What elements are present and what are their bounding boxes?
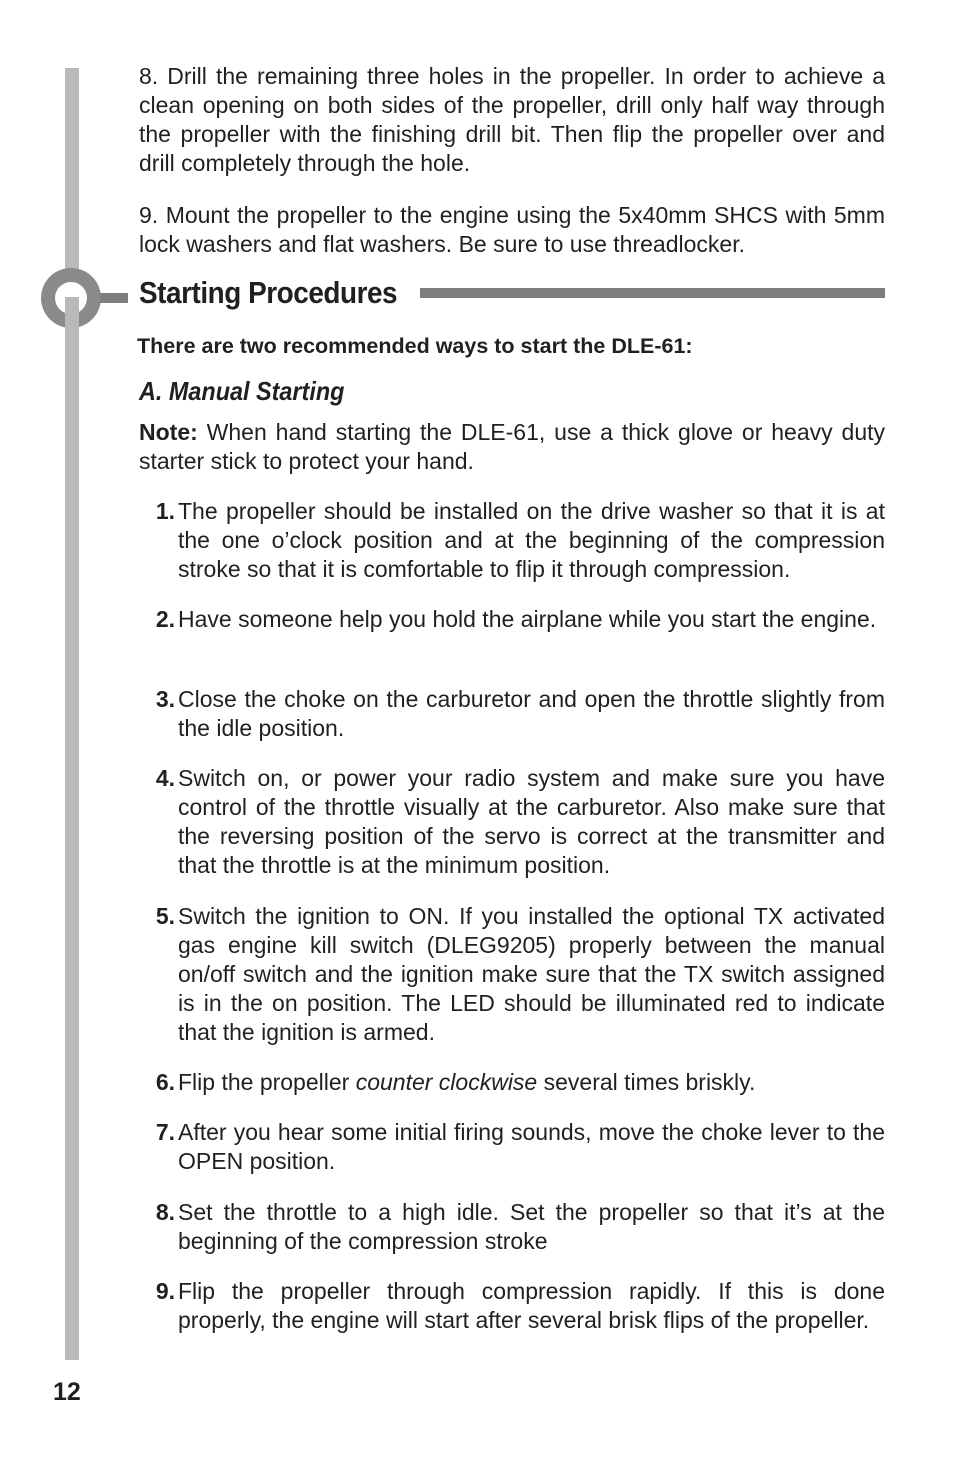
paragraph-step-8: 8. Drill the remaining three holes in the propeller. In order to achieve a clean opening on both sides of the propeller, drill only half way through the propeller with the finishing drill bit. Then flip the propeller over and drill completely through the hole.	[139, 63, 885, 176]
sidebar-decoration-lower	[65, 297, 79, 337]
step-number: 5.	[155, 903, 175, 929]
step-text: Close the choke on the carburetor and open the throttle slightly from the idle position.	[178, 686, 885, 741]
step-text-italic: counter clockwise	[355, 1069, 538, 1095]
list-item	[139, 902, 885, 1047]
step-text: Have someone help you hold the airplane while you start the engine.	[178, 606, 877, 632]
step-number: 3.	[155, 686, 175, 712]
list-item	[139, 605, 885, 634]
note-text: When hand starting the DLE-61, use a thick glove or heavy duty starter stick to protect your hand.	[139, 419, 885, 474]
step-text: Switch on, or power your radio system and make sure you have control of the throttle visually at the carburetor. Also make sure that the reversing position of the servo is correct at the transmitter and that the throttle is at the minimum position.	[178, 765, 885, 878]
step-number: 6.	[155, 1069, 175, 1095]
step-number: 7.	[155, 1119, 175, 1145]
step-number: 8.	[155, 1199, 175, 1225]
sidebar-decoration	[65, 68, 79, 1360]
list-item	[139, 685, 885, 743]
page-number: 12	[53, 1378, 81, 1406]
step-text: Set the throttle to a high idle. Set the propeller so that it’s at the beginning of the compression stroke	[178, 1199, 885, 1254]
step-number: 4.	[155, 765, 175, 791]
subheading-manual-starting: A. Manual Starting	[139, 376, 345, 406]
list-item	[139, 1068, 885, 1097]
list-item	[139, 764, 885, 880]
step-text	[178, 1068, 885, 1097]
list-item	[139, 1277, 885, 1335]
step-text: The propeller should be installed on the drive washer so that it is at the one o’clock position and at the beginning of the compression stroke so that it is comfortable to flip it through compression.	[178, 498, 885, 582]
step-text: Flip the propeller through compression rapidly. If this is done properly, the engine will start after several brisk flips of the propeller.	[178, 1278, 885, 1333]
step-text-after: several times briskly.	[537, 1069, 756, 1095]
note-label: Note:	[139, 419, 198, 445]
heading-rule	[420, 288, 885, 298]
note-paragraph	[139, 418, 885, 476]
section-intro: There are two recommended ways to start the DLE-61:	[137, 334, 693, 358]
list-item	[139, 497, 885, 584]
step-text-before: Flip the propeller	[178, 1069, 356, 1095]
list-item	[139, 1118, 885, 1176]
section-marker-connector	[100, 293, 128, 303]
step-number: 1.	[155, 498, 175, 524]
step-number: 2.	[155, 606, 175, 632]
list-item	[139, 1198, 885, 1256]
step-number: 9.	[155, 1278, 175, 1304]
step-text: Switch the ignition to ON. If you installed the optional TX activated gas engine kill switch (DLEG9205) properly between the manual on/off switch and the ignition make sure that the TX switch assigned is in the on position. The LED should be illuminated red to indicate that the ignition is armed.	[178, 903, 885, 1045]
section-heading-row	[139, 273, 885, 313]
step-text: After you hear some initial firing sounds, move the choke lever to the OPEN position.	[178, 1119, 885, 1174]
section-title: Starting Procedures	[139, 275, 398, 310]
paragraph-step-9: 9. Mount the propeller to the engine using the 5x40mm SHCS with 5mm lock washers and flat washers. Be sure to use threadlocker.	[139, 202, 885, 257]
